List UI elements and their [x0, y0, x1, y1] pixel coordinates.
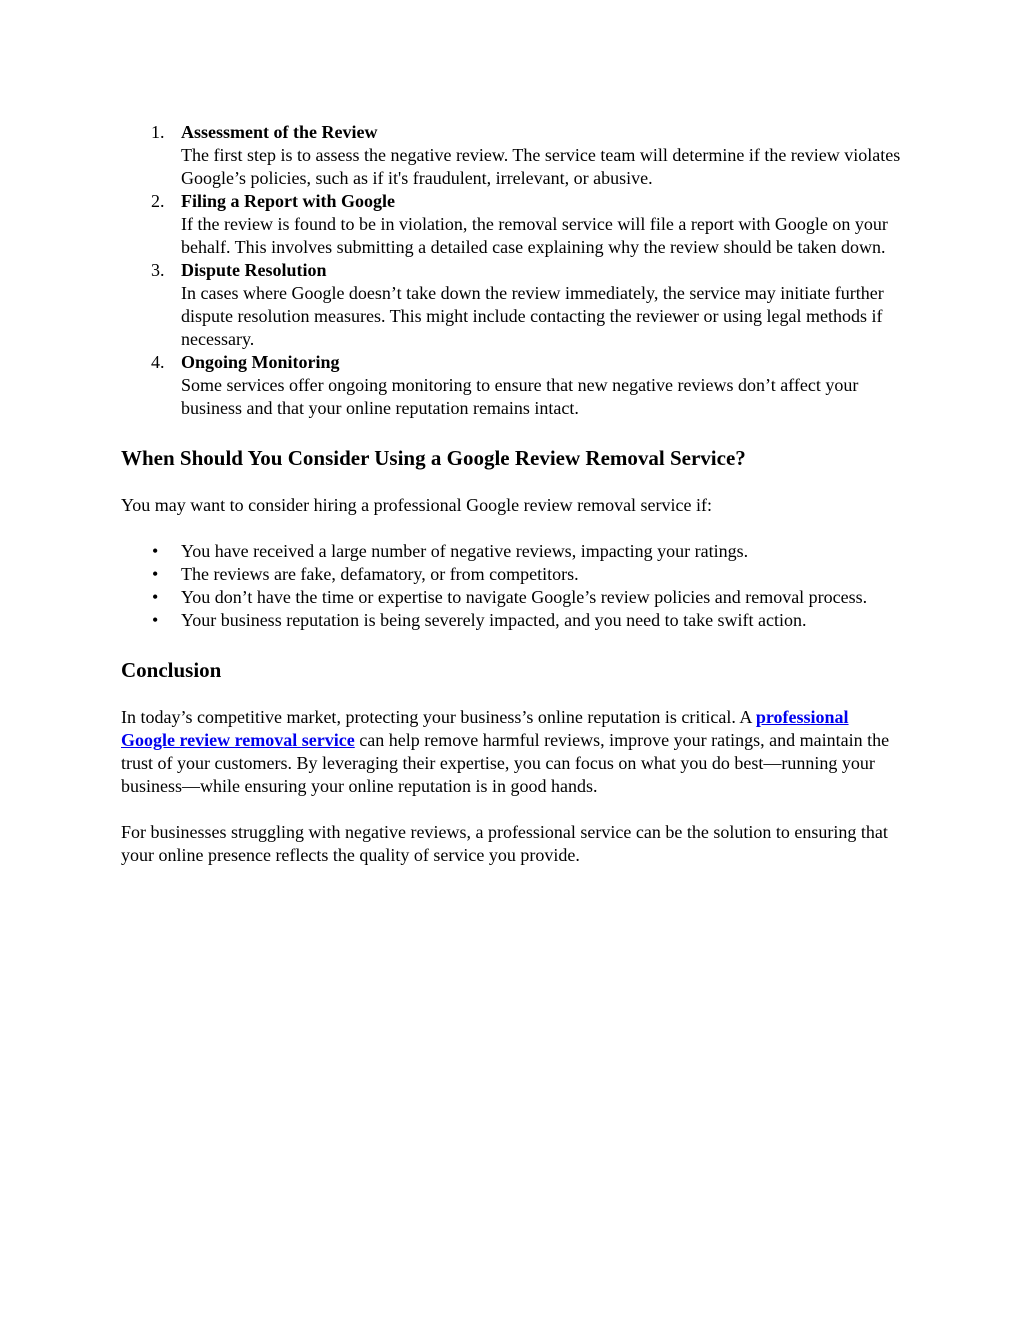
- reason-text: The reviews are fake, defamatory, or from competitors.: [181, 564, 579, 584]
- reason-text: You have received a large number of negative reviews, impacting your ratings.: [181, 541, 749, 561]
- step-text: The first step is to assess the negative review. The service team will determine if the review violates Google’s policies, such as if it's fraudulent, irrelevant, or abusive.: [181, 145, 901, 188]
- step-number: 2.: [151, 191, 165, 211]
- removal-service-link[interactable]: professional Google review removal service: [121, 707, 849, 750]
- reason-text: Your business reputation is being severely impacted, and you need to take swift action.: [181, 610, 807, 630]
- conclusion-text-after-link: can help remove harmful reviews, improve your ratings, and maintain the trust of your customers. By leveraging their expertise, you can focus on what you do best—running your business—while ensuring your online reputation is in good hands.: [121, 730, 890, 796]
- step-item: [121, 259, 906, 351]
- reason-item: [121, 563, 906, 586]
- process-steps-list: [121, 121, 906, 420]
- when-section-intro: You may want to consider hiring a professional Google review removal service if:: [121, 495, 713, 515]
- bullet-icon: •: [152, 541, 159, 561]
- reason-text: You don’t have the time or expertise to navigate Google’s review policies and removal process.: [181, 587, 868, 607]
- closing-paragraph: For businesses struggling with negative reviews, a professional service can be the solution to ensuring that your online presence reflects the quality of service you provide.: [121, 822, 888, 865]
- bullet-icon: •: [152, 587, 159, 607]
- step-title: Assessment of the Review: [181, 122, 378, 142]
- step-item: [121, 351, 906, 420]
- reasons-list: [121, 540, 906, 632]
- bullet-icon: •: [152, 610, 159, 630]
- conclusion-paragraph: [121, 706, 906, 798]
- conclusion-text-before-link: In today’s competitive market, protecting your business’s online reputation is critical. A: [121, 707, 756, 727]
- step-text: Some services offer ongoing monitoring to ensure that new negative reviews don’t affect your business and that your online reputation remains intact.: [181, 375, 859, 418]
- step-item: [121, 121, 906, 190]
- step-item: [121, 190, 906, 259]
- step-text: If the review is found to be in violation, the removal service will file a report with Google on your behalf. This involves submitting a detailed case explaining why the review should be taken down.: [181, 214, 888, 257]
- step-title: Dispute Resolution: [181, 260, 327, 280]
- step-text: In cases where Google doesn’t take down the review immediately, the service may initiate further dispute resolution measures. This might include contacting the reviewer or using legal methods if necessary.: [181, 283, 884, 349]
- step-number: 1.: [151, 122, 165, 142]
- when-section-heading: When Should You Consider Using a Google Review Removal Service?: [121, 446, 746, 470]
- document-page: [121, 121, 906, 867]
- step-title: Ongoing Monitoring: [181, 352, 340, 372]
- step-number: 3.: [151, 260, 165, 280]
- reason-item: [121, 540, 906, 563]
- step-title: Filing a Report with Google: [181, 191, 395, 211]
- step-number: 4.: [151, 352, 165, 372]
- reason-item: [121, 609, 906, 632]
- reason-item: [121, 586, 906, 609]
- bullet-icon: •: [152, 564, 159, 584]
- conclusion-heading: Conclusion: [121, 658, 222, 682]
